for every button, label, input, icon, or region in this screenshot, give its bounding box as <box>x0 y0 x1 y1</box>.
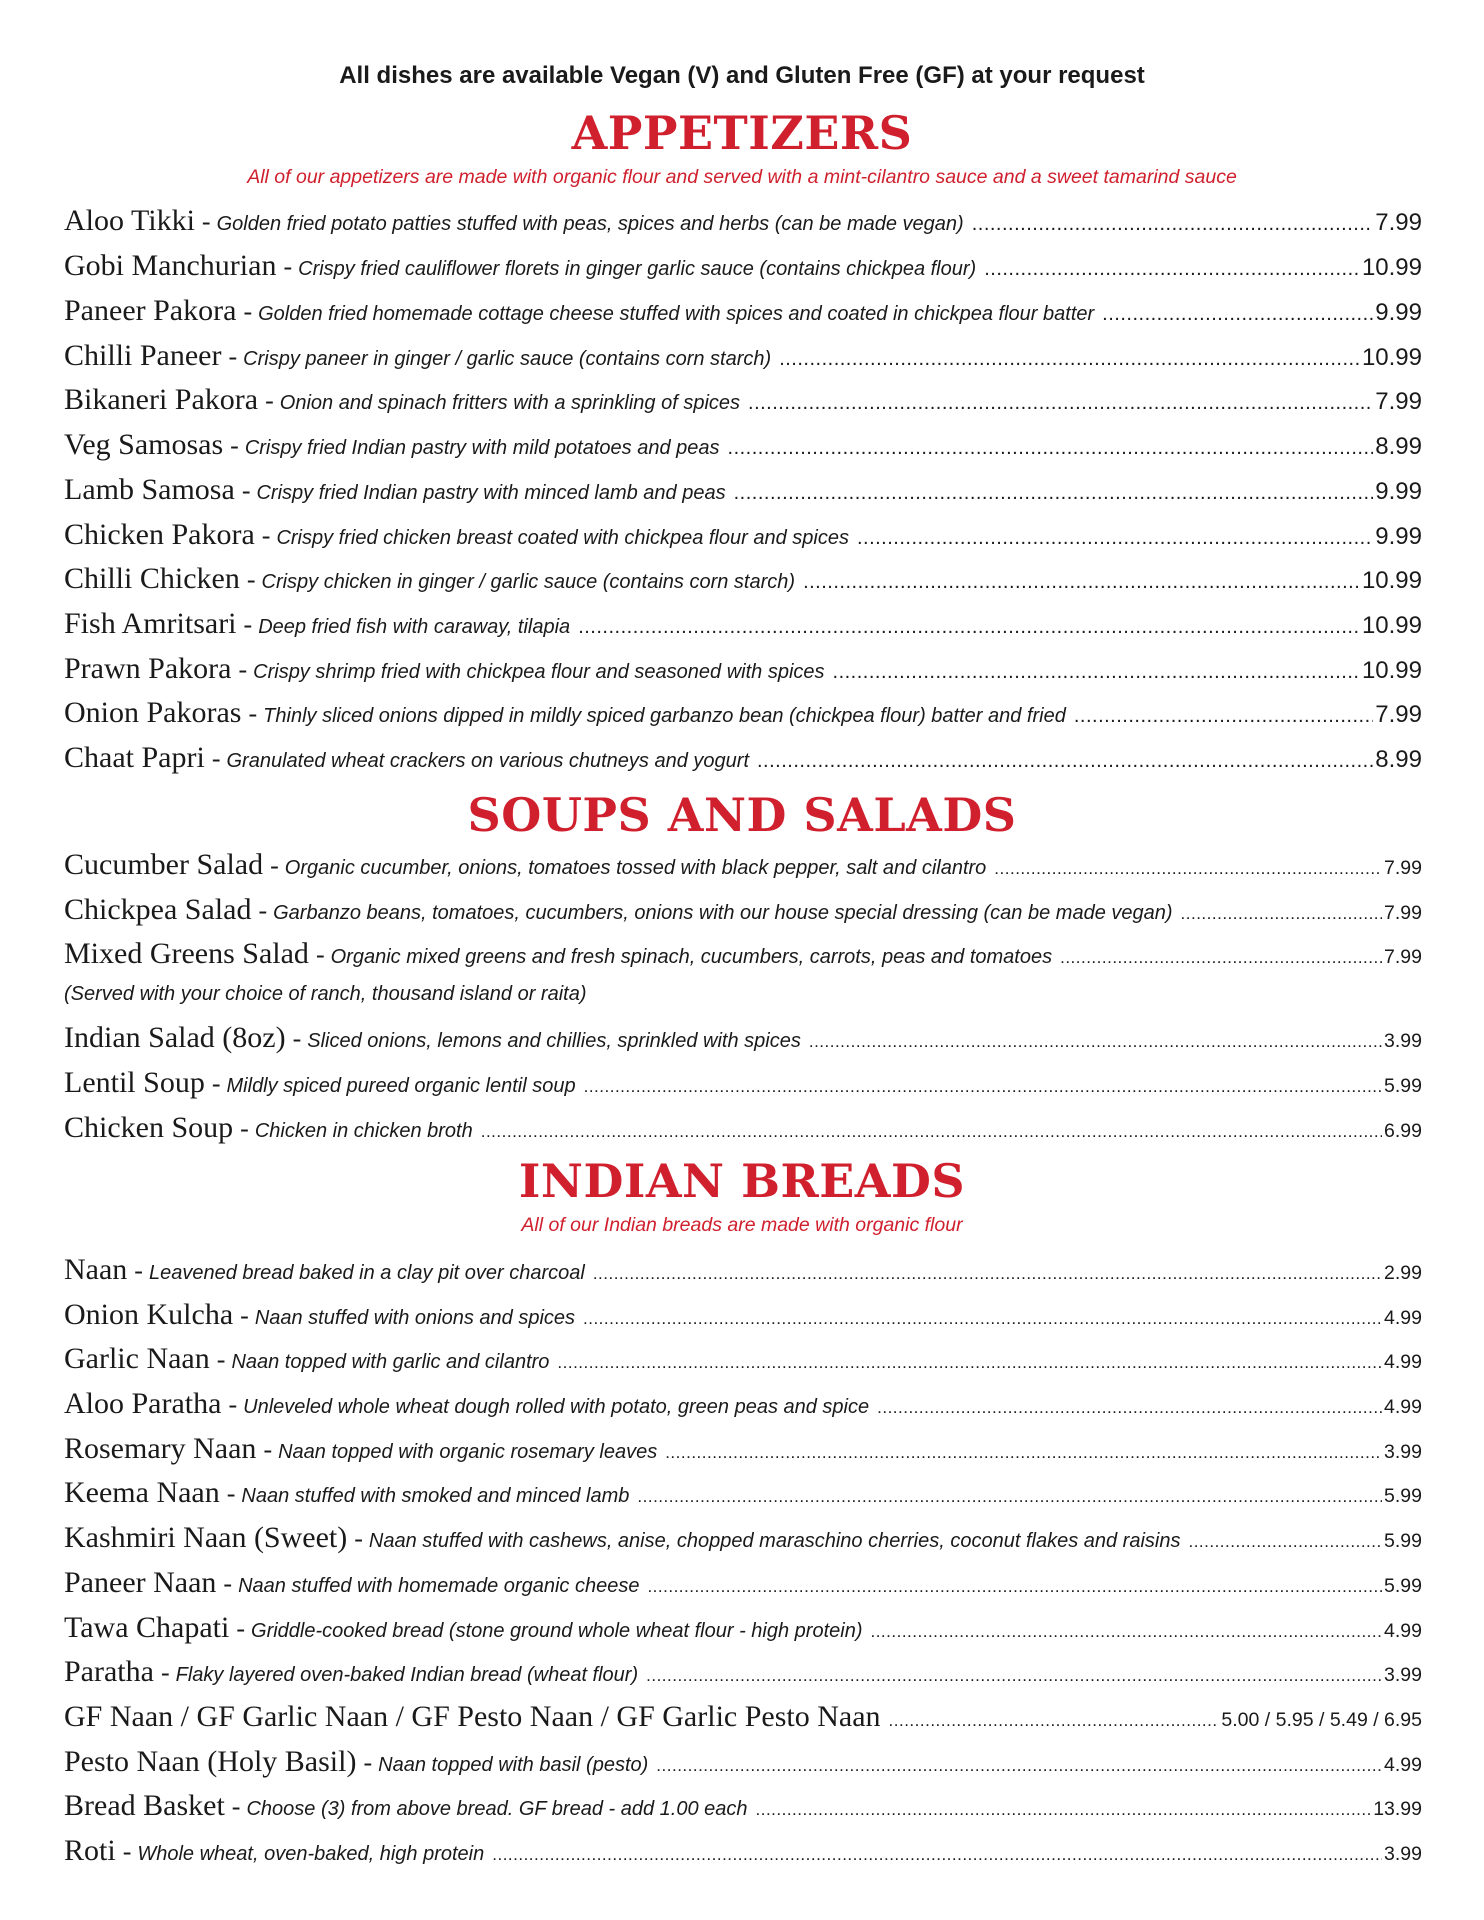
item-price: 7.99 <box>1375 701 1422 728</box>
item-separator: - <box>236 1614 246 1643</box>
leader-dots <box>734 482 1374 505</box>
item-separator: - <box>248 699 258 728</box>
menu-item <box>64 518 1422 552</box>
item-name: Fish Amritsari <box>64 607 237 640</box>
item-separator: - <box>228 1390 238 1419</box>
item-price: 13.99 <box>1373 1798 1422 1820</box>
item-description: Crispy chicken in ginger / garlic sauce (contains corn starch) <box>261 571 796 593</box>
menu-item <box>64 1021 1422 1055</box>
item-name: Tawa Chapati <box>64 1611 230 1644</box>
item-price: 7.99 <box>1375 209 1422 236</box>
menu-item <box>64 1387 1422 1421</box>
item-price: 9.99 <box>1375 478 1422 505</box>
item-description: Deep fried fish with caraway, tilapia <box>258 616 571 638</box>
item-price: 10.99 <box>1361 612 1422 639</box>
item-name: Chicken Soup <box>64 1111 234 1144</box>
item-name: Chickpea Salad <box>64 893 252 926</box>
menu-item <box>64 428 1422 462</box>
item-description: Crispy fried Indian pastry with mild potatoes and peas <box>244 437 720 459</box>
menu-item <box>64 937 1422 971</box>
item-price: 4.99 <box>1384 1396 1422 1418</box>
item-price: 5.99 <box>1384 1075 1422 1097</box>
item-description: Naan topped with garlic and cilantro <box>231 1351 550 1373</box>
item-price: 4.99 <box>1384 1307 1422 1329</box>
item-description: Crispy fried chicken breast coated with chickpea flour and spices <box>276 527 849 549</box>
menu-item <box>64 1655 1422 1689</box>
leader-dots <box>1181 904 1383 924</box>
item-name: Bread Basket <box>64 1789 225 1822</box>
item-separator: - <box>263 1435 273 1464</box>
menu-item <box>64 1298 1422 1332</box>
menu-item <box>64 204 1422 238</box>
leader-dots <box>1188 1532 1382 1552</box>
leader-dots <box>1102 303 1373 326</box>
item-name: Indian Salad (8oz) <box>64 1021 286 1054</box>
item-separator: - <box>211 1069 221 1098</box>
item-separator: - <box>216 1345 226 1374</box>
item-price: 6.99 <box>1384 1120 1422 1142</box>
menu-item <box>64 1432 1422 1466</box>
leader-dots <box>647 1577 1382 1597</box>
item-description: Granulated wheat crackers on various chutneys and yogurt <box>226 750 749 772</box>
item-separator: - <box>354 1524 363 1553</box>
item-name: Prawn Pakora <box>64 652 232 685</box>
leader-dots <box>857 527 1373 550</box>
item-separator: - <box>160 1658 170 1687</box>
item-price: 7.99 <box>1384 902 1422 924</box>
leader-dots <box>833 661 1360 684</box>
item-name: Naan <box>64 1253 128 1286</box>
item-price: 7.99 <box>1375 388 1422 415</box>
item-description: Onion and spinach fritters with a sprinkling of spices <box>279 392 741 414</box>
dietary-notice: All dishes are available Vegan (V) and Gluten Free (GF) at your request <box>339 62 1145 89</box>
item-description: Organic cucumber, onions, tomatoes tossed with black pepper, salt and cilantro <box>284 857 987 879</box>
item-description: Whole wheat, oven-baked, high protein <box>137 1843 485 1865</box>
leader-dots <box>584 1077 1382 1097</box>
item-name: Mixed Greens Salad <box>64 937 309 970</box>
item-price: 10.99 <box>1361 657 1422 684</box>
item-description: Chicken in chicken broth <box>254 1120 473 1142</box>
item-description: Crispy paneer in ginger / garlic sauce (contains corn starch) <box>243 348 772 370</box>
menu-item <box>64 1111 1422 1145</box>
item-name: Chilli Chicken <box>64 562 240 595</box>
item-description: Garbanzo beans, tomatoes, cucumbers, onions with our house special dressing (can be made vegan) <box>273 902 1173 924</box>
item-description: Crispy fried cauliflower florets in ginger garlic sauce (contains chickpea flour) <box>298 258 977 280</box>
leader-dots <box>578 616 1360 639</box>
item-separator: - <box>261 521 271 550</box>
item-price: 8.99 <box>1375 433 1422 460</box>
item-separator: - <box>201 207 211 236</box>
leader-dots <box>656 1756 1382 1776</box>
menu-item <box>64 1476 1422 1510</box>
leader-dots <box>757 750 1373 773</box>
item-separator: - <box>246 565 256 594</box>
item-description: Naan stuffed with smoked and minced lamb <box>241 1485 630 1507</box>
item-name: Aloo Tikki <box>64 204 195 237</box>
leader-dots <box>1060 948 1382 968</box>
item-name: Paneer Naan <box>64 1566 217 1599</box>
leader-dots <box>889 1711 1220 1731</box>
item-description: Naan stuffed with homemade organic cheese <box>238 1575 640 1597</box>
item-price: 3.99 <box>1384 1441 1422 1463</box>
menu-item <box>64 1700 1422 1734</box>
breads-subtitle: All of our Indian breads are made with organic flour <box>521 1214 963 1236</box>
item-separator: - <box>315 940 325 969</box>
item-price: 5.99 <box>1384 1530 1422 1552</box>
item-name: Lamb Samosa <box>64 473 235 506</box>
item-price: 4.99 <box>1384 1620 1422 1642</box>
item-name: Veg Samosas <box>64 428 224 461</box>
leader-dots <box>803 571 1360 594</box>
item-separator: - <box>240 1301 249 1330</box>
item-name: Roti <box>64 1834 116 1867</box>
item-name: Paneer Pakora <box>64 294 237 327</box>
menu-item <box>64 473 1422 507</box>
item-name: Bikaneri Pakora <box>64 383 259 416</box>
item-separator: - <box>223 1569 233 1598</box>
item-name: Onion Kulcha <box>64 1298 234 1331</box>
menu-item <box>64 339 1422 373</box>
leader-dots <box>756 1800 1372 1820</box>
item-description: Thinly sliced onions dipped in mildly spiced garbanzo bean (chickpea flour) batter and fried <box>263 705 1066 727</box>
item-name: Paratha <box>64 1655 154 1688</box>
menu-item <box>64 1745 1422 1779</box>
dressing-note: (Served with your choice of ranch, thousand island or raita) <box>64 983 587 1005</box>
item-price: 10.99 <box>1361 567 1422 594</box>
indian-breads-title: INDIAN BREADS <box>518 1154 966 1208</box>
menu-item <box>64 741 1422 775</box>
item-separator: - <box>228 342 238 371</box>
item-price: 9.99 <box>1375 523 1422 550</box>
leader-dots <box>748 392 1373 415</box>
menu-item <box>64 696 1422 730</box>
leader-dots <box>646 1666 1382 1686</box>
item-price: 3.99 <box>1384 1843 1422 1865</box>
item-separator: - <box>258 896 268 925</box>
item-description: Unleveled whole wheat dough rolled with potato, green peas and spice <box>243 1396 870 1418</box>
item-separator: - <box>243 610 253 639</box>
leader-dots <box>809 1032 1382 1052</box>
item-separator: - <box>238 655 248 684</box>
menu-item <box>64 1834 1422 1868</box>
soups-salads-title: SOUPS AND SALADS <box>467 788 1017 842</box>
item-name: Chicken Pakora <box>64 518 255 551</box>
item-separator: - <box>230 431 239 460</box>
item-separator: - <box>292 1024 302 1053</box>
item-separator: - <box>243 297 253 326</box>
item-price: 7.99 <box>1384 857 1422 879</box>
menu-item <box>64 893 1422 927</box>
item-description: Golden fried homemade cottage cheese stuffed with spices and coated in chickpea flour batter <box>258 303 1095 325</box>
item-separator: - <box>270 851 279 880</box>
item-description: Mildly spiced pureed organic lentil soup <box>226 1075 576 1097</box>
leader-dots <box>637 1487 1382 1507</box>
menu-item <box>64 294 1422 328</box>
leader-dots <box>984 258 1360 281</box>
menu-item <box>64 848 1422 882</box>
item-name: Aloo Paratha <box>64 1387 222 1420</box>
item-description: Griddle-cooked bread (stone ground whole wheat flour - high protein) <box>251 1620 863 1642</box>
leader-dots <box>1074 705 1373 728</box>
item-description: Naan topped with basil (pesto) <box>378 1754 649 1776</box>
leader-dots <box>994 859 1382 879</box>
item-description: Naan stuffed with onions and spices <box>254 1307 576 1329</box>
item-name: Chaat Papri <box>64 741 205 774</box>
leader-dots <box>870 1622 1382 1642</box>
item-name: Cucumber Salad <box>64 848 264 881</box>
menu-item <box>64 249 1422 283</box>
item-description: Choose (3) from above bread. GF bread - add 1.00 each <box>246 1798 748 1820</box>
item-description: Golden fried potato patties stuffed with peas, spices and herbs (can be made vegan) <box>216 213 964 235</box>
leader-dots <box>557 1353 1382 1373</box>
item-name: Gobi Manchurian <box>64 249 277 282</box>
item-name: Keema Naan <box>64 1476 220 1509</box>
item-description: Flaky layered oven-baked Indian bread (wheat flour) <box>175 1664 639 1686</box>
appetizers-title: APPETIZERS <box>571 106 913 160</box>
item-separator: - <box>363 1748 373 1777</box>
menu-item <box>64 383 1422 417</box>
item-price: 5.00 / 5.95 / 5.49 / 6.95 <box>1221 1709 1422 1731</box>
leader-dots <box>728 437 1374 460</box>
item-name: Chilli Paneer <box>64 339 222 372</box>
menu-item <box>64 1066 1422 1100</box>
leader-dots <box>972 213 1374 236</box>
item-description: Sliced onions, lemons and chillies, sprinkled with spices <box>307 1030 801 1052</box>
leader-dots <box>492 1845 1382 1865</box>
item-separator: - <box>265 386 274 415</box>
menu-item <box>64 652 1422 686</box>
item-name: Kashmiri Naan (Sweet) <box>64 1521 348 1554</box>
item-name: Onion Pakoras <box>64 696 242 729</box>
item-name: Lentil Soup <box>64 1066 205 1099</box>
item-separator: - <box>241 476 251 505</box>
item-separator: - <box>134 1256 143 1285</box>
item-price: 4.99 <box>1384 1754 1422 1776</box>
menu-item <box>64 1342 1422 1376</box>
menu-item <box>64 1521 1422 1555</box>
item-description: Leavened bread baked in a clay pit over charcoal <box>148 1262 585 1284</box>
item-name: GF Naan / GF Garlic Naan / GF Pesto Naan / GF Garlic Pesto Naan <box>64 1700 881 1733</box>
item-description: Naan stuffed with cashews, anise, chopped maraschino cherries, coconut flakes and raisins <box>368 1530 1181 1552</box>
item-separator: - <box>240 1114 249 1143</box>
item-price: 9.99 <box>1375 299 1422 326</box>
menu-item <box>64 562 1422 596</box>
item-description: Crispy shrimp fried with chickpea flour and seasoned with spices <box>253 661 825 683</box>
appetizers-subtitle: All of our appetizers are made with organic flour and served with a mint-cilantro sauce and a sweet tamarind sauce <box>247 166 1237 188</box>
item-price: 3.99 <box>1384 1030 1422 1052</box>
leader-dots <box>779 348 1360 371</box>
item-name: Rosemary Naan <box>64 1432 257 1465</box>
menu-item <box>64 1611 1422 1645</box>
item-separator: - <box>211 744 221 773</box>
item-description: Crispy fried Indian pastry with minced lamb and peas <box>256 482 726 504</box>
item-separator: - <box>231 1792 241 1821</box>
item-price: 8.99 <box>1375 746 1422 773</box>
item-price: 3.99 <box>1384 1664 1422 1686</box>
leader-dots <box>877 1398 1382 1418</box>
leader-dots <box>593 1264 1382 1284</box>
menu-item <box>64 1253 1422 1287</box>
menu-item <box>64 1789 1422 1823</box>
leader-dots <box>665 1443 1382 1463</box>
item-price: 5.99 <box>1384 1485 1422 1507</box>
leader-dots <box>481 1122 1382 1142</box>
menu-item <box>64 607 1422 641</box>
item-separator: - <box>226 1479 236 1508</box>
item-price: 10.99 <box>1361 344 1422 371</box>
item-description: Naan topped with organic rosemary leaves <box>278 1441 658 1463</box>
item-description: Organic mixed greens and fresh spinach, cucumbers, carrots, peas and tomatoes <box>330 946 1053 968</box>
item-price: 4.99 <box>1384 1351 1422 1373</box>
leader-dots <box>583 1309 1382 1329</box>
item-name: Garlic Naan <box>64 1342 210 1375</box>
item-name: Pesto Naan (Holy Basil) <box>64 1745 357 1778</box>
item-price: 5.99 <box>1384 1575 1422 1597</box>
item-price: 7.99 <box>1384 946 1422 968</box>
item-separator: - <box>122 1837 132 1866</box>
menu-item <box>64 1566 1422 1600</box>
item-price: 2.99 <box>1384 1262 1422 1284</box>
item-separator: - <box>283 252 293 281</box>
item-price: 10.99 <box>1361 254 1422 281</box>
